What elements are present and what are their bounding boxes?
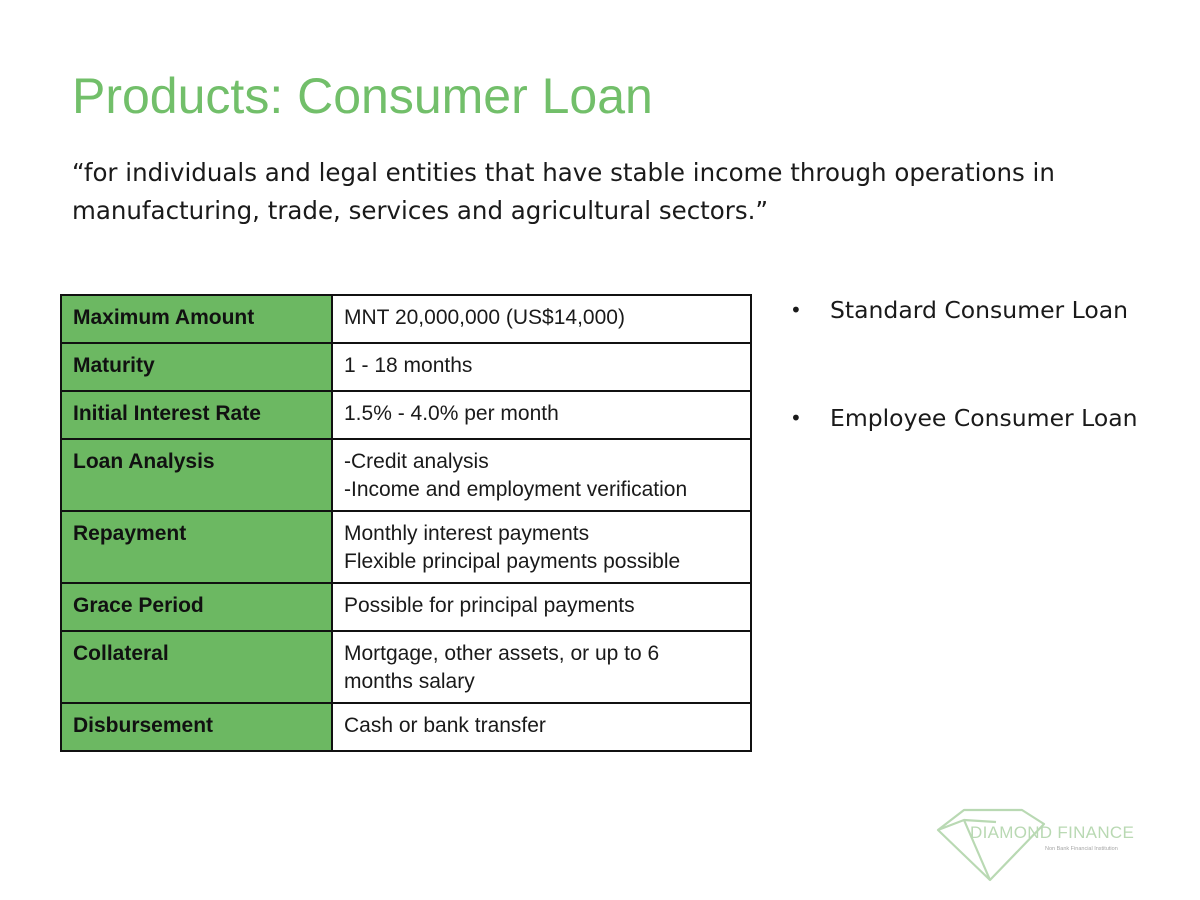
row-value: [332, 295, 751, 343]
list-item: [786, 396, 1138, 440]
table-row: [61, 511, 751, 583]
row-value-line: -Income and employment verification: [344, 478, 688, 501]
row-label: Grace Period: [61, 583, 332, 631]
row-value-line: Flexible principal payments possible: [344, 550, 681, 573]
product-label: Standard Consumer Loan: [830, 296, 1129, 324]
row-value-line: MNT 20,000,000 (US$14,000): [344, 306, 625, 329]
row-value-line: Possible for principal payments: [344, 594, 635, 617]
table-row: [61, 391, 751, 439]
row-value: [332, 439, 751, 511]
table-row: [61, 583, 751, 631]
row-value-line: months salary: [344, 670, 475, 693]
row-value-line: Cash or bank transfer: [344, 714, 546, 737]
target-customers-quote: “for individuals and legal entities that have stable income through operations in manufacturing, trade, services and agricultural sectors.”: [72, 158, 1055, 225]
diamond-icon: [934, 806, 1154, 886]
row-label: Disbursement: [61, 703, 332, 751]
bullet-icon: •: [790, 298, 802, 322]
row-value: [332, 583, 751, 631]
bullet-icon: •: [790, 406, 802, 430]
product-list: [786, 288, 1138, 504]
row-label: Repayment: [61, 511, 332, 583]
loan-terms-table: [60, 294, 752, 752]
slide-title: Products: Consumer Loan: [72, 68, 653, 124]
row-label: Maximum Amount: [61, 295, 332, 343]
row-label: Loan Analysis: [61, 439, 332, 511]
row-value-line: -Credit analysis: [344, 450, 489, 473]
logo-tagline: Non Bank Financial Institution: [1045, 846, 1118, 852]
row-value: [332, 343, 751, 391]
row-label: Collateral: [61, 631, 332, 703]
row-value: [332, 511, 751, 583]
row-value-line: Monthly interest payments: [344, 522, 590, 545]
logo-name: DIAMOND FINANCE: [970, 823, 1135, 842]
table-row: [61, 295, 751, 343]
table-row: [61, 703, 751, 751]
table-row: [61, 439, 751, 511]
row-value-line: 1.5% - 4.0% per month: [344, 402, 559, 425]
table-row: [61, 631, 751, 703]
row-value: [332, 391, 751, 439]
company-logo: [934, 806, 1154, 886]
row-value: [332, 703, 751, 751]
row-value-line: Mortgage, other assets, or up to 6: [344, 642, 660, 665]
row-value: [332, 631, 751, 703]
row-label: Initial Interest Rate: [61, 391, 332, 439]
row-label: Maturity: [61, 343, 332, 391]
list-item: [786, 288, 1138, 332]
row-value-line: 1 - 18 months: [344, 354, 473, 377]
table-row: [61, 343, 751, 391]
product-label: Employee Consumer Loan: [830, 404, 1138, 432]
